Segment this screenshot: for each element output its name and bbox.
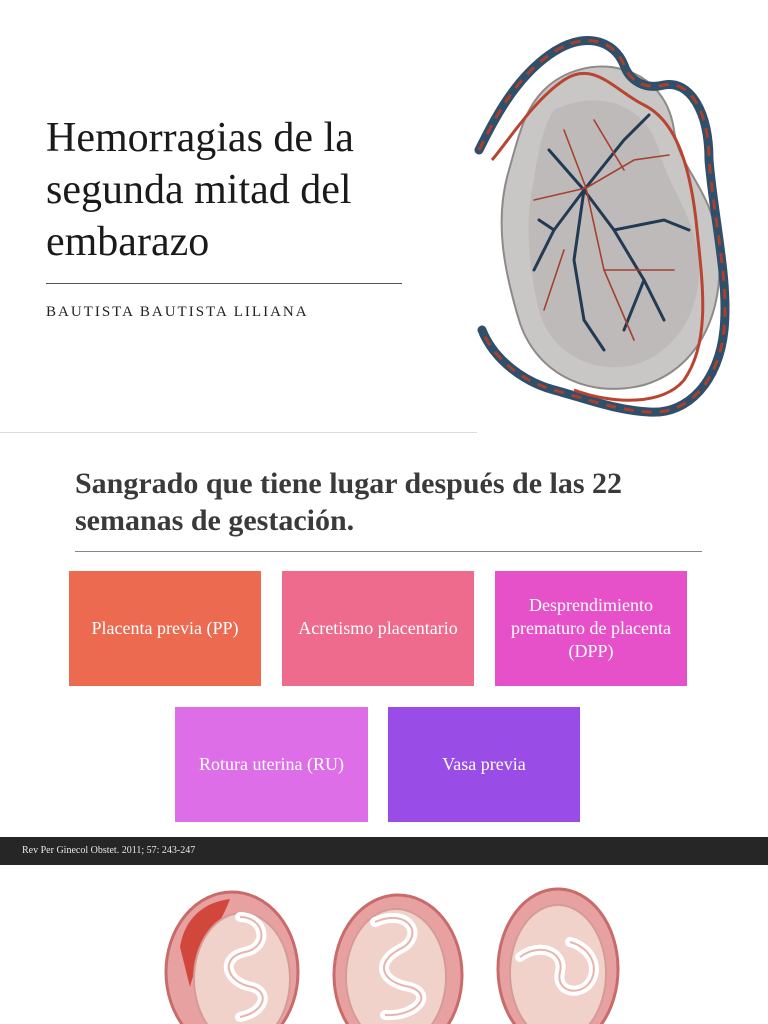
uterus-illustration-3 bbox=[498, 889, 618, 1024]
uterus-illustrations bbox=[160, 887, 620, 1024]
illustration-slide bbox=[0, 837, 768, 1024]
title-rule bbox=[46, 283, 402, 284]
uterus-illustration-1 bbox=[166, 892, 298, 1024]
placenta-illustration bbox=[474, 20, 734, 420]
heading-rule bbox=[75, 551, 702, 552]
citation-bar bbox=[0, 837, 768, 865]
box-desprendimiento-prematuro: Desprendimiento prematuro de placenta (DPP) bbox=[495, 571, 687, 686]
uterus-illustration-2 bbox=[334, 895, 462, 1024]
box-placenta-previa: Placenta previa (PP) bbox=[69, 571, 261, 686]
slide-heading: Sangrado que tiene lugar después de las 22 semanas de gestación. bbox=[75, 467, 623, 537]
box-vasa-previa: Vasa previa bbox=[388, 707, 580, 822]
citation-text: Rev Per Ginecol Obstet. 2011; 57: 243-247 bbox=[22, 845, 196, 856]
box-acretismo-placentario: Acretismo placentario bbox=[282, 571, 474, 686]
slide-title: Hemorragias de la segunda mitad del embarazo bbox=[46, 115, 354, 265]
box-rotura-uterina: Rotura uterina (RU) bbox=[175, 707, 368, 822]
author-name: BAUTISTA BAUTISTA LILIANA bbox=[46, 304, 309, 320]
classification-slide bbox=[0, 433, 768, 837]
title-slide bbox=[0, 0, 768, 432]
